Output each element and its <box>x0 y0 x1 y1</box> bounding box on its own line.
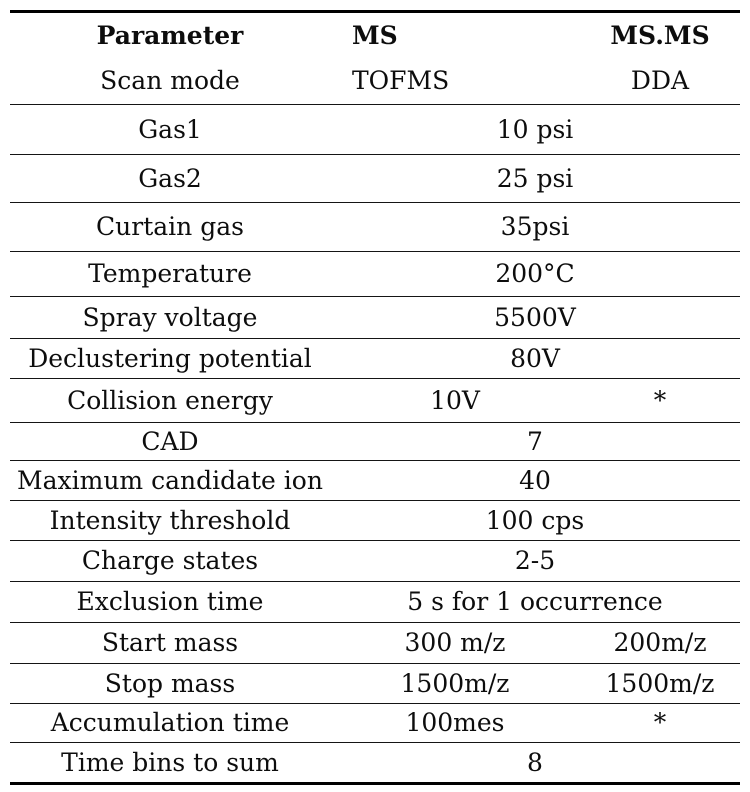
msms-cell: * <box>653 708 667 738</box>
param-cell: Accumulation time <box>50 708 290 738</box>
param-cell: Declustering potential <box>28 343 312 373</box>
col-header-ms: MS <box>352 20 398 50</box>
ms-cell: 1500m/z <box>400 668 510 698</box>
param-cell: Curtain gas <box>96 212 244 242</box>
merged-value-cell: 8 <box>527 747 543 777</box>
msms-cell: 1500m/z <box>605 668 715 698</box>
table-row <box>10 460 740 500</box>
parameters-table <box>10 10 740 785</box>
col-header-msms: MS.MS <box>610 20 710 50</box>
merged-value-cell: 80V <box>510 343 560 373</box>
msms-cell: * <box>653 385 667 415</box>
table-row <box>10 742 740 782</box>
table-row <box>10 58 740 104</box>
ms-cell: 10V <box>430 385 480 415</box>
param-cell: Scan mode <box>100 66 240 96</box>
merged-value-cell: 7 <box>527 426 543 456</box>
param-cell: Time bins to sum <box>61 747 279 777</box>
param-cell: CAD <box>141 426 199 456</box>
table-row <box>10 154 740 202</box>
table-row <box>10 581 740 622</box>
merged-value-cell: 5500V <box>494 302 576 332</box>
merged-value-cell: 40 <box>519 465 551 495</box>
table-row <box>10 202 740 251</box>
merged-value-cell: 5 s for 1 occurrence <box>407 587 663 617</box>
ms-cell: TOFMS <box>352 66 450 96</box>
param-cell: Gas1 <box>138 114 202 144</box>
msms-cell: 200m/z <box>613 628 707 658</box>
ms-cell: 100mes <box>405 708 505 738</box>
merged-value-cell: 2-5 <box>514 546 556 576</box>
table-row <box>10 422 740 460</box>
param-cell: Spray voltage <box>82 302 258 332</box>
table-row <box>10 338 740 378</box>
table-body <box>10 58 740 782</box>
merged-value-cell: 100 cps <box>485 505 585 535</box>
merged-value-cell: 200°C <box>495 259 575 289</box>
param-cell: Intensity threshold <box>49 505 291 535</box>
table-row <box>10 296 740 338</box>
merged-value-cell: 35psi <box>500 212 570 242</box>
table-row <box>10 251 740 296</box>
table-row <box>10 663 740 703</box>
merged-value-cell: 10 psi <box>496 114 574 144</box>
param-cell: Start mass <box>101 628 239 658</box>
param-cell: Exclusion time <box>76 587 264 617</box>
param-cell: Collision energy <box>67 385 273 415</box>
param-cell: Gas2 <box>138 163 202 193</box>
param-cell: Charge states <box>81 546 259 576</box>
table-row <box>10 500 740 540</box>
param-cell: Stop mass <box>104 668 236 698</box>
table-row <box>10 104 740 154</box>
table-row <box>10 622 740 663</box>
param-cell: Maximum candidate ion <box>17 465 323 495</box>
msms-cell: DDA <box>630 66 690 96</box>
col-header-parameter: Parameter <box>96 20 244 50</box>
param-cell: Temperature <box>88 259 252 289</box>
merged-value-cell: 25 psi <box>496 163 574 193</box>
table-row <box>10 703 740 742</box>
table-header-row <box>10 13 740 58</box>
table-row <box>10 378 740 422</box>
table-row <box>10 540 740 581</box>
ms-cell: 300 m/z <box>404 628 506 658</box>
